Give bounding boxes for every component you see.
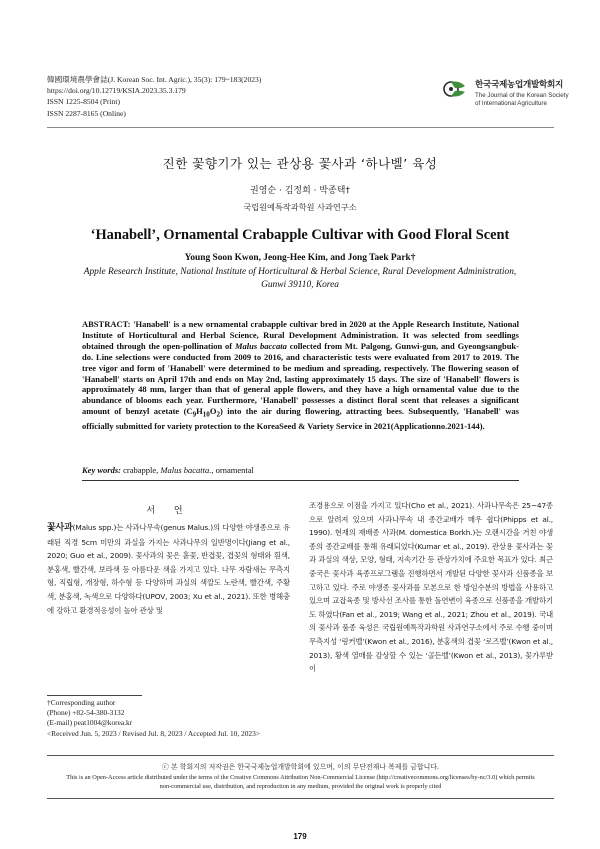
issn-online: ISSN 2287-8165 (Online) (47, 108, 126, 118)
title-english: ‘Hanabell’, Ornamental Crabapple Cultivar with Good Floral Scent (90, 227, 510, 243)
society-name-ko: 한국국제농업개발학회지 (475, 80, 564, 90)
keywords (82, 465, 519, 475)
abstract-text-1: 'Hanabell' is a new ornamental crabapple cultivar bred in 2020 at the Apple Research Institute, National Institute of Horticultural and Herbal Science, Rural Development Administration. It was selected from seedlings obtained through the open-pollination of (82, 319, 519, 351)
formula-sub-2: 2 (216, 410, 220, 419)
right-column (309, 499, 553, 676)
affiliation-english-line-2: Gunwi 39110, Korea (261, 279, 339, 290)
formula-o: O (209, 406, 217, 417)
formula-h: H (196, 406, 203, 417)
affiliation-english (70, 266, 530, 291)
left-column-text: (Malus spp.)는 사과나무속(genus Malus.)의 다양한 야생종으로 유래된 직경 5cm 미만의 과실을 가지는 사과나무의 일반명이다(Jiang et al., 2020; Guo et al., 2009). 꽃사과의 꽃은 홑꽃, 반겹꽃, 겹꽃의 형태와 흰색, 분홍색, 빨간색, 보라색 등 아름다운 색을 가지고 있다. 나무 자람새는 무측지형, 직립형, 개장형, 하수형 등 다양하며 과실의 색깔도 노란색, 빨간색, 주황색, 분홍색, 녹색으로 다양하다(UPOV, 2003; Xu et al., 2021). 또한 병해충에 강하고 환경적응성이 높아 관상 및 (47, 523, 290, 615)
section-title-introduction: 서 언 (146, 506, 191, 516)
doi-link[interactable]: https://doi.org/10.12719/KSIA.2023.35.3.179 (47, 86, 186, 96)
keywords-text-3: , ornamental (211, 465, 254, 475)
keywords-text-1: crabapple, (120, 465, 161, 475)
page-number: 179 (293, 832, 307, 841)
society-name-en-1: The Journal of the Korean Society (475, 92, 569, 99)
abstract (82, 319, 519, 432)
society-block (443, 78, 573, 108)
abstract-species: Malus baccata (234, 340, 287, 351)
society-logo-icon (443, 78, 469, 100)
affiliation-korean: 국립원예특작과학원 사과연구소 (243, 202, 357, 212)
header-divider (47, 127, 554, 128)
author-email[interactable]: (E-mail) peat1004@korea.kr (47, 718, 133, 728)
society-name-en-2: of International Agriculture (475, 100, 547, 107)
affiliation-english-line-1: Apple Research Institute, National Institute of Horticultural & Herbal Science, Rural Development Administration, (83, 267, 517, 277)
journal-header (47, 74, 261, 119)
abstract-label: ABSTRACT: (82, 319, 131, 329)
issn-print: ISSN 1225-8504 (Print) (47, 97, 120, 107)
authors-english: Young Soon Kwon, Jeong-Hee Kim, and Jong Taek Park† (184, 253, 416, 263)
keywords-label: Key words: (82, 465, 121, 475)
formula-sub-9: 9 (192, 410, 197, 419)
license-box (47, 755, 554, 799)
formula-sub-10: 10 (202, 410, 210, 419)
copyright-notice-ko: ⓒ 본 학회지의 저작권은 한국국제농업개발학회에 있으며, 이의 무단전재나 복제를 금합니다. (161, 763, 440, 771)
author-phone: (Phone) +82-54-380-3132 (47, 708, 125, 718)
received-dates: <Received Jun. 5, 2023 / Revised Jul. 8, 2023 / Accepted Jul. 10, 2023> (47, 728, 260, 738)
open-access-license: This is an Open-Access article distributed under the terms of the Creative Commons Attribution Non-Commercial License (http://creativecommons.org/licenses/by-nc/3.0) which permits non-commercial use, distribution, and reproduction in any medium, provided the original work is properly cited (66, 774, 535, 790)
title-korean: 진한 꽃향기가 있는 관상용 꽃사과 ‘하나벨’ 육성 (162, 156, 438, 171)
corresponding-author: †Corresponding author (47, 698, 116, 707)
right-column-text: 조경용으로 이점을 가지고 있다(Cho et al., 2021). 사과나무속은 25~47종으로 알려져 있으며 사과나무속 내 종간교배가 매우 쉽다(Phipps et al., 1990). 현재의 재배종 사과(M. domestica Borkh.)는 오랜시간을 거친 야생종의 종간교배를 통해 유래되었다(Kumar et al., 2019). 관상용 꽃사과는 꽃과 과실의 색상, 모양, 형태, 지속기간 등 관상가치에 주요한 목표가 있다. 최근 중국은 꽃사과 육종프로그램을 진행하면서 개발된 다양한 꽃사과 신품종을 보고하고 있다. 주로 야생종 꽃사과를 모본으로 한 방임수분의 방법을 사용하고 있으며 교잡육종 및 방사선 조사를 통한 돌연변이 육종으로 신품종을 개발하기도 하였다(Fan et al., 2019; Wang et al., 2021; Zhou et al., 2019). 국내의 꽃사과 품종 육성은 국립원예특작과학원 사과연구소에서 주로 수행 중이며 무측지성 ‘링커벨’(Kwon et al., 2016), 분홍색의 겹꽃 ‘로즈벨’(Kwon et al., 2013), 황색 열매를 감상할 수 있는 ‘골든벨’(Kwon et al., 2013), 꽃가루받이 (309, 501, 553, 674)
footnote (47, 698, 297, 739)
keywords-text-2: Malus bacatta. (160, 465, 212, 475)
left-column (47, 521, 290, 617)
authors-korean: 권영순 · 김정희 · 박종택† (250, 186, 350, 196)
footnote-rule (47, 695, 142, 696)
left-column-paragraph (47, 521, 290, 617)
abstract-divider (82, 480, 519, 481)
journal-citation: 韓國環境農學會誌(J. Korean Soc. Int. Agric.), 35(3): 179~183(2023) (47, 75, 262, 84)
dropcap-word: 꽃사과 (47, 523, 73, 533)
abstract-text-3: ) into the air during flowering, attracting bees. Subsequently, 'Hanabell' was officially submitted for variety protection to the KoreaSeed & Variety Service in 2021(Applicationno.2021-144). (82, 406, 519, 431)
abstract-text-2: collected from Mt. Palgong, Gunwi-gun, and Gyeongsangbuk-do. Line selections were conducted from 2009 to 2016, and characteristic tests were evaluated from 2017 to 2019. The tree vigor and form of 'Hanabell' were determined to be medium and spreading, respectively. The flowering season of 'Hanabell' starts on April 17th and ends on May 2nd, lasting approximately 15 days. The size of 'Hanabell' flowers is approximately 48 mm, larger than that of general apple flowers, and they have a high ornamental value due to the abundance of blooms each year. Furthermore, 'Hanabell' possesses a distinct floral scent that releases a significant amount of benzyl acetate (C (82, 340, 519, 417)
